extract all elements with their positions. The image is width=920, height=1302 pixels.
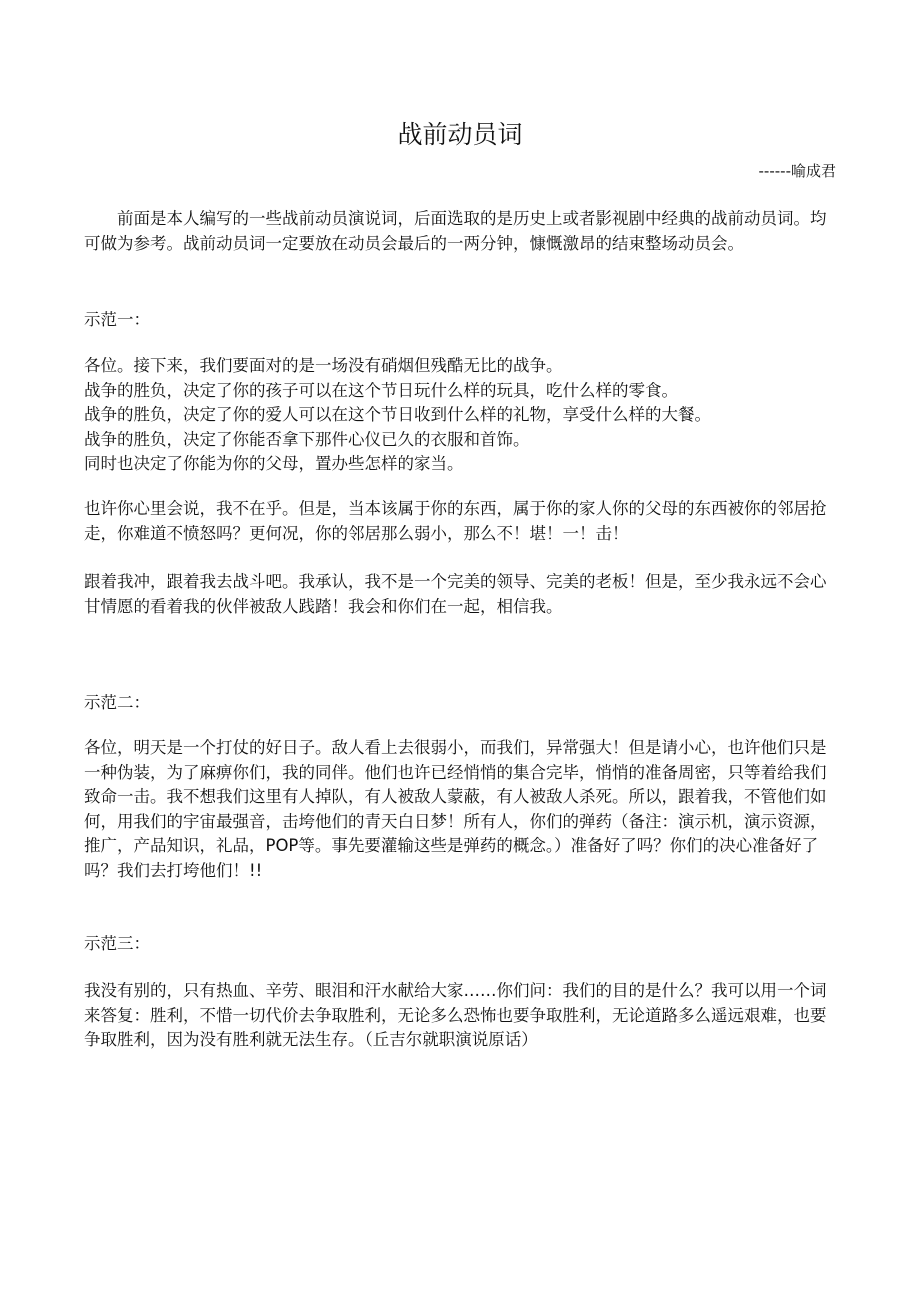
author-line: ------喻成君	[758, 162, 836, 180]
example-1-paragraph-2-block	[84, 497, 836, 546]
example-1-line: 战争的胜负，决定了你能否拿下那件心仪已久的衣服和首饰。	[84, 429, 530, 449]
example-1-line: 战争的胜负，决定了你的爱人可以在这个节日收到什么样的礼物，享受什么样的大餐。	[84, 405, 711, 424]
example-1-line: 战争的胜负，决定了你的孩子可以在这个节日玩什么样的玩具，吃什么样的零食。	[84, 380, 678, 400]
intro-paragraph: 前面是本人编写的一些战前动员演说词，后面选取的是历史上或者影视剧中经典的战前动员词。均可做为参考。战前动员词一定要放在动员会最后的一两分钟，慷慨激昂的结束整场动员会。	[84, 209, 827, 253]
example-3-paragraph: 我没有别的，只有热血、辛劳、眼泪和汗水献给大家……你们问：我们的目的是什么？我可以用一个词来答复：胜利，不惜一切代价去争取胜利，无论多么恐怖也要争取胜利，无论道路多么遥远艰难，也要争取胜利，因为没有胜利就无法生存。（丘吉尔就职演说原话）	[84, 981, 827, 1049]
example-2-paragraph-block	[84, 736, 836, 883]
example-1-paragraph-2: 也许你心里会说，我不在乎。但是，当本该属于你的东西，属于你的家人你的父母的东西被你的邻居抢走，你难道不愤怒吗？更何况，你的邻居那么弱小，那么不！堪！一！击！	[84, 499, 827, 543]
example-1-line: 各位。接下来，我们要面对的是一场没有硝烟但残酷无比的战争。	[84, 356, 563, 375]
example-3-label: 示范三：	[84, 934, 150, 953]
example-1-paragraph-3: 跟着我冲，跟着我去战斗吧。我承认，我不是一个完美的领导、完美的老板！但是，至少我永远不会心甘情愿的看着我的伙伴被敌人践踏！我会和你们在一起，相信我。	[84, 572, 827, 616]
example-1-line: 同时也决定了你能为你的父母，置办些怎样的家当。	[84, 454, 464, 473]
document-title: 战前动员词	[397, 120, 523, 149]
example-3-paragraph-block	[84, 979, 836, 1053]
example-2-paragraph: 各位，明天是一个打仗的好日子。敌人看上去很弱小，而我们，异常强大！但是请小心，也许他们只是一种伪装，为了麻痹你们，我的同伴。他们也许已经悄悄的集合完毕，悄悄的准备周密，只等着给我们致命一击。我不想我们这里有人掉队，有人被敌人蒙蔽，有人被敌人杀死。所以，跟着我，不管他们如何，用我们的宇宙最强音，击垮他们的青天白日梦！所有人，你们的弹药（备注：演示机，演示资源，推广，产品知识，礼品，POP等。事先要灌输这些是弹药的概念。）准备好了吗？你们的决心准备好了吗？我们去打垮他们！!!	[84, 738, 827, 880]
example-2-label: 示范二：	[84, 693, 150, 712]
example-1-label: 示范一：	[84, 310, 150, 329]
example-1-lines	[84, 354, 836, 477]
intro-paragraph-block	[84, 207, 836, 256]
example-1-paragraph-3-block	[84, 570, 836, 619]
